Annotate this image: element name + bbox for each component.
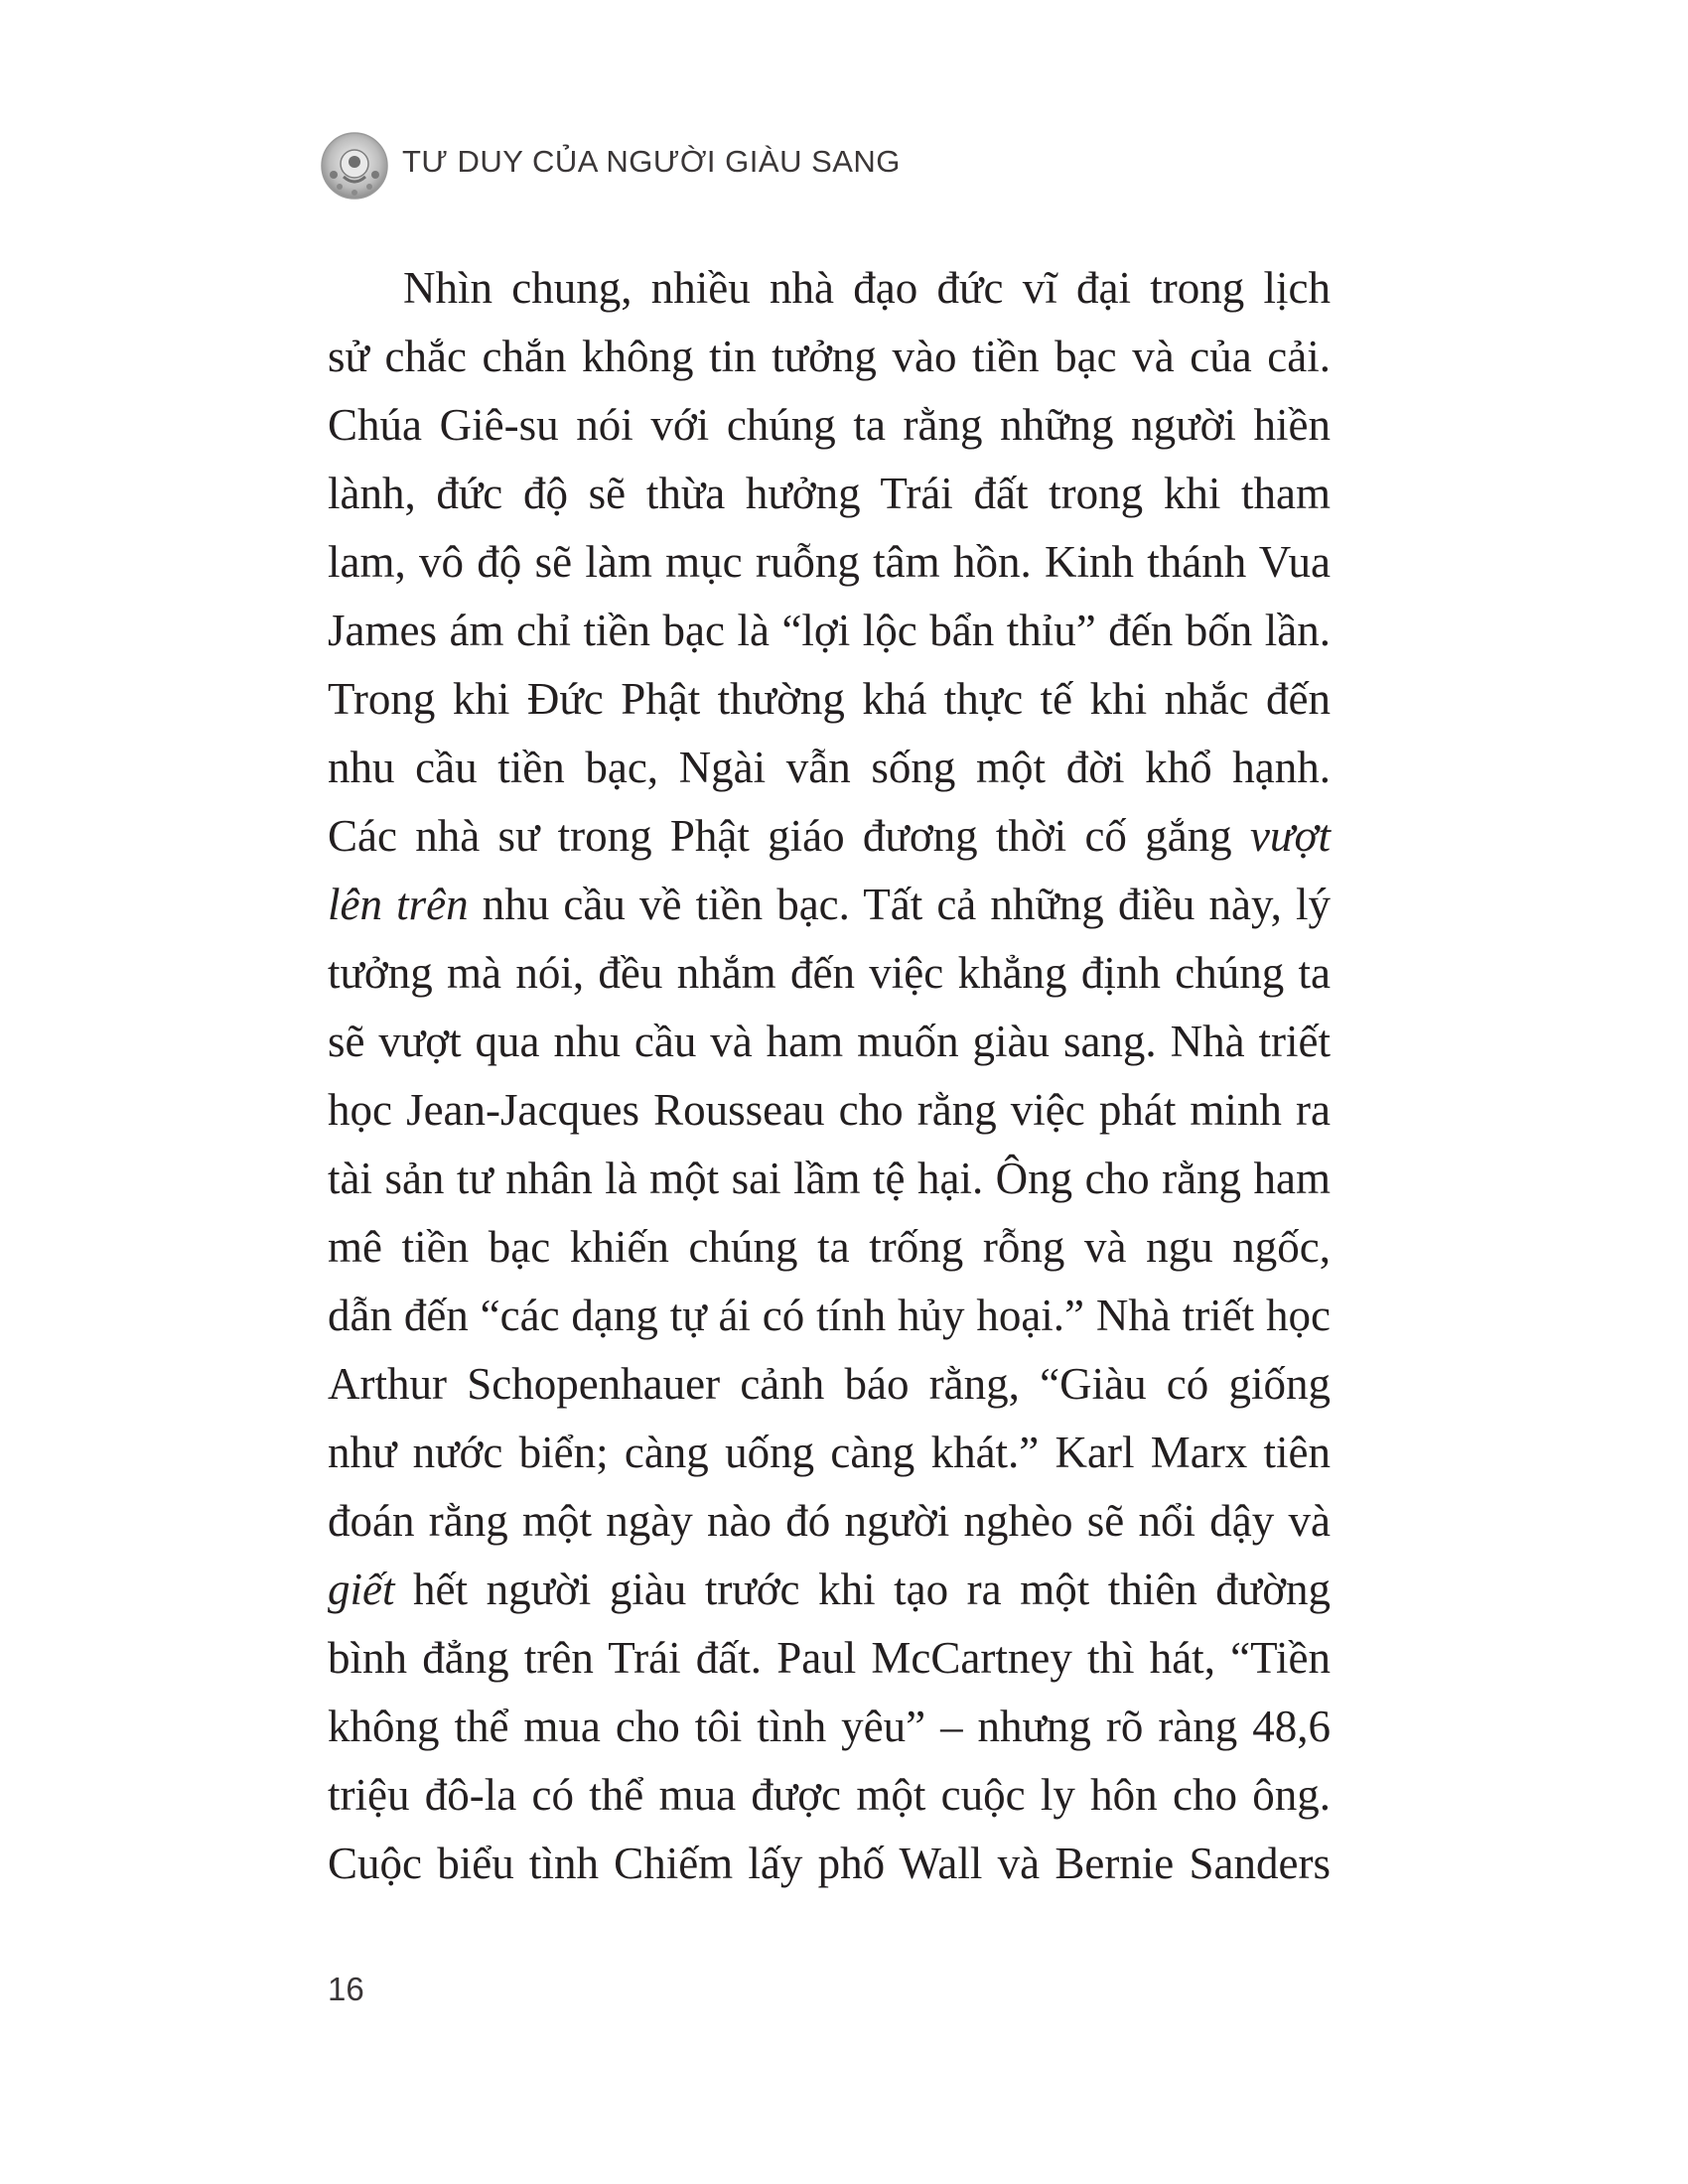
text-line — [328, 871, 1331, 939]
text-segment: hết người giàu trước khi tạo ra một thiên đường — [413, 1565, 1331, 1614]
body-paragraph — [328, 254, 1331, 1898]
text-line: như nước biển; càng uống càng khát.” Karl Marx tiên — [328, 1428, 1331, 1477]
italic-emphasis: giết — [328, 1565, 395, 1614]
text-line: tưởng mà nói, đều nhắm đến việc khẳng định chúng ta — [328, 948, 1331, 998]
publisher-seal-icon — [320, 131, 389, 201]
text-line: không thể mua cho tôi tình yêu” – nhưng rõ ràng 48,6 — [328, 1702, 1331, 1751]
italic-emphasis: vượt — [1249, 811, 1331, 861]
text-line: sẽ vượt qua nhu cầu và ham muốn giàu sang. Nhà triết — [328, 1017, 1331, 1066]
text-line: bình đẳng trên Trái đất. Paul McCartney thì hát, “Tiền — [328, 1633, 1331, 1683]
text-line: lành, đức độ sẽ thừa hưởng Trái đất trong khi tham — [328, 469, 1331, 518]
text-line — [328, 802, 1331, 871]
text-line: đoán rằng một ngày nào đó người nghèo sẽ nổi dậy và — [328, 1496, 1331, 1546]
text-line: Trong khi Đức Phật thường khá thực tế khi nhắc đến — [328, 674, 1331, 724]
text-line: Arthur Schopenhauer cảnh báo rằng, “Giàu có giống — [328, 1359, 1331, 1409]
text-line: tài sản tư nhân là một sai lầm tệ hại. Ông cho rằng ham — [328, 1154, 1331, 1203]
text-line: James ám chỉ tiền bạc là “lợi lộc bẩn thỉu” đến bốn lần. — [328, 606, 1331, 655]
text-segment: nhu cầu về tiền bạc. Tất cả những điều này, lý — [482, 880, 1332, 929]
page-number: 16 — [328, 1971, 364, 2007]
text-line: học Jean-Jacques Rousseau cho rằng việc phát minh ra — [328, 1085, 1331, 1135]
text-line: triệu đô-la có thể mua được một cuộc ly hôn cho ông. — [328, 1770, 1331, 1820]
italic-emphasis: lên trên — [328, 880, 469, 929]
text-line: sử chắc chắn không tin tưởng vào tiền bạc và của cải. — [328, 332, 1331, 381]
text-line: dẫn đến “các dạng tự ái có tính hủy hoại.” Nhà triết học — [328, 1291, 1331, 1340]
text-line: Nhìn chung, nhiều nhà đạo đức vĩ đại trong lịch — [403, 263, 1331, 313]
text-line: Cuộc biểu tình Chiếm lấy phố Wall và Bernie Sanders — [328, 1839, 1331, 1888]
text-segment: Các nhà sư trong Phật giáo đương thời cố gắng — [328, 811, 1232, 861]
running-head-title: TƯ DUY CỦA NGƯỜI GIÀU SANG — [402, 144, 901, 179]
text-line: nhu cầu tiền bạc, Ngài vẫn sống một đời khổ hạnh. — [328, 743, 1331, 792]
text-line — [328, 1556, 1331, 1624]
text-line: Chúa Giê-su nói với chúng ta rằng những người hiền — [328, 400, 1331, 450]
text-line: mê tiền bạc khiến chúng ta trống rỗng và ngu ngốc, — [328, 1222, 1331, 1272]
text-line: lam, vô độ sẽ làm mục ruỗng tâm hồn. Kinh thánh Vua — [328, 537, 1331, 587]
